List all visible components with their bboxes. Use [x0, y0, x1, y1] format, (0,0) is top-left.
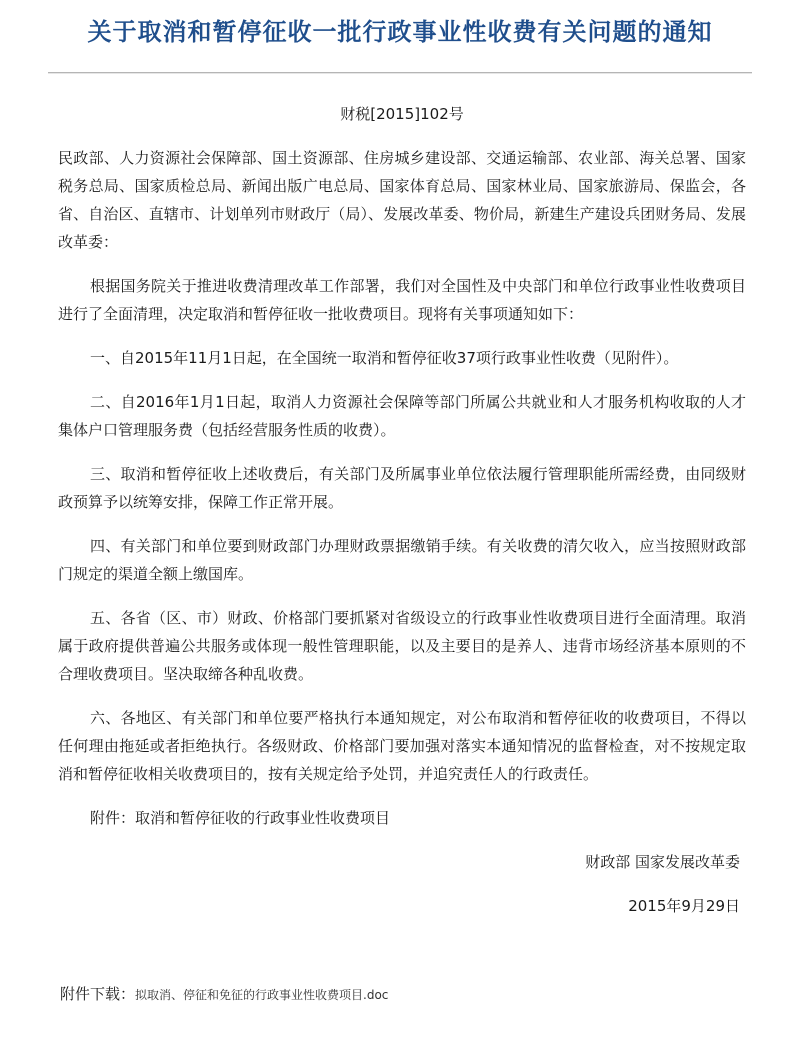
download-file-link[interactable]: 拟取消、停征和免征的行政事业性收费项目.doc — [135, 988, 389, 1002]
document-number: 财税[2015]102号 — [340, 105, 464, 123]
title-divider — [48, 72, 752, 74]
paragraph-item-1: 一、自2015年11月1日起，在全国统一取消和暂停征收37项行政事业性收费（见附件）。 — [90, 349, 679, 367]
document-body — [58, 100, 746, 936]
attachment-note: 附件：取消和暂停征收的行政事业性收费项目 — [90, 809, 391, 827]
paragraph-item-2: 二、自2016年1月1日起，取消人力资源社会保障等部门所属公共就业和人才服务机构收取的人才集体户口管理服务费（包括经营服务性质的收费）。 — [58, 393, 746, 439]
attachment-download — [60, 982, 760, 1007]
paragraph-intro: 根据国务院关于推进收费清理改革工作部署，我们对全国性及中央部门和单位行政事业性收费项目进行了全面清理，决定取消和暂停征收一批收费项目。现将有关事项通知如下： — [58, 277, 746, 323]
paragraph-item-6: 六、各地区、有关部门和单位要严格执行本通知规定，对公布取消和暂停征收的收费项目，不得以任何理由拖延或者拒绝执行。各级财政、价格部门要加强对落实本通知情况的监督检查，对不按规定取消和暂停征收相关收费项目的，按有关规定给予处罚，并追究责任人的行政责任。 — [58, 709, 746, 783]
paragraph-item-3: 三、取消和暂停征收上述收费后，有关部门及所属事业单位依法履行管理职能所需经费，由同级财政预算予以统筹安排，保障工作正常开展。 — [58, 465, 746, 511]
page-title: 关于取消和暂停征收一批行政事业性收费有关问题的通知 — [87, 18, 713, 46]
paragraph-item-4: 四、有关部门和单位要到财政部门办理财政票据缴销手续。有关收费的清欠收入，应当按照财政部门规定的渠道全额上缴国库。 — [58, 537, 746, 583]
document-date: 2015年9月29日 — [628, 897, 740, 915]
paragraph-item-5: 五、各省（区、市）财政、价格部门要抓紧对省级设立的行政事业性收费项目进行全面清理。取消属于政府提供普遍公共服务或体现一般性管理职能，以及主要目的是养人、违背市场经济基本原则的不合理收费项目。坚决取缔各种乱收费。 — [58, 609, 746, 683]
signers: 财政部 国家发展改革委 — [585, 853, 740, 871]
download-label: 附件下载： — [60, 985, 136, 1003]
recipients: 民政部、人力资源社会保障部、国土资源部、住房城乡建设部、交通运输部、农业部、海关总署、国家税务总局、国家质检总局、新闻出版广电总局、国家体育总局、国家林业局、国家旅游局、保监会，各省、自治区、直辖市、计划单列市财政厅（局）、发展改革委、物价局，新建生产建设兵团财务局、发展改革委： — [58, 149, 746, 251]
